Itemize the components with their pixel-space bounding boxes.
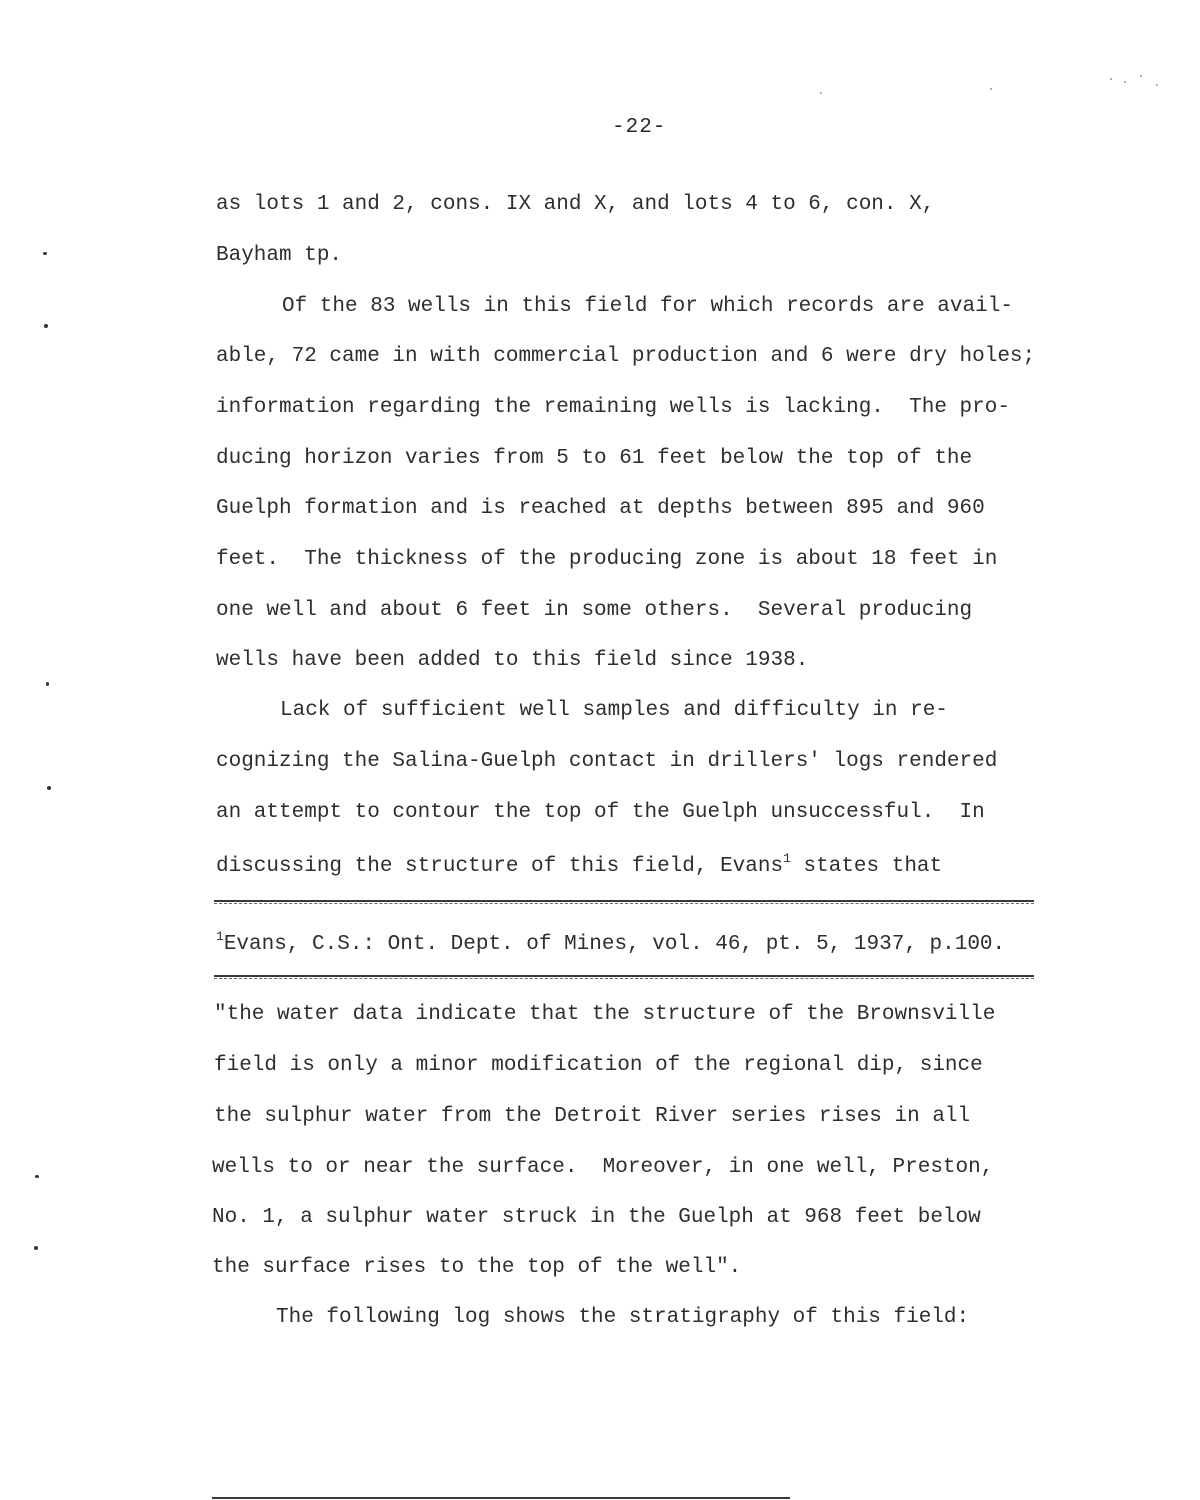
text-line: "the water data indicate that the structure of the Brownsville <box>214 1003 996 1026</box>
text-line: Bayham tp. <box>216 244 343 267</box>
scan-speck <box>1124 81 1126 83</box>
footnote-reference: 1 <box>783 851 791 866</box>
footnote <box>216 930 1005 955</box>
bottom-rule <box>212 1497 790 1499</box>
text-line: The following log shows the stratigraphy of this field: <box>276 1306 970 1329</box>
text-line: Lack of sufficient well samples and difficulty in re- <box>280 699 948 722</box>
scan-speck <box>1110 78 1112 80</box>
text-line: field is only a minor modification of the regional dip, since <box>214 1054 983 1077</box>
text-line: Guelph formation and is reached at depths between 895 and 960 <box>216 497 985 520</box>
scan-mark <box>47 786 51 790</box>
text-line: the sulphur water from the Detroit River series rises in all <box>214 1105 971 1128</box>
text-line: ducing horizon varies from 5 to 61 feet below the top of the <box>216 447 973 470</box>
text-fragment: discussing the structure of this field, Evans <box>216 855 784 878</box>
text-fragment: states that <box>790 855 943 878</box>
footnote-text: Evans, C.S.: Ont. Dept. of Mines, vol. 46, pt. 5, 1937, p.100. <box>223 933 1006 956</box>
scan-mark <box>43 252 47 255</box>
page-number: -22- <box>612 116 667 139</box>
footnote-rule-top <box>214 900 1034 902</box>
scan-speck <box>1156 84 1158 86</box>
scan-speck <box>820 92 822 94</box>
text-line-with-footnote-ref <box>216 852 942 877</box>
text-line: as lots 1 and 2, cons. IX and X, and lots 4 to 6, con. X, <box>216 193 935 216</box>
scan-speck <box>1140 75 1142 77</box>
scan-mark <box>46 682 49 686</box>
scan-speck <box>990 88 992 90</box>
text-line: cognizing the Salina-Guelph contact in drillers' logs rendered <box>216 750 998 773</box>
scan-mark <box>35 1175 39 1178</box>
text-line: an attempt to contour the top of the Guelph unsuccessful. In <box>216 801 985 824</box>
text-line: wells to or near the surface. Moreover, in one well, Preston, <box>212 1156 994 1179</box>
text-line: able, 72 came in with commercial production and 6 were dry holes; <box>216 345 1036 368</box>
scan-mark <box>44 324 48 328</box>
text-line: No. 1, a sulphur water struck in the Guelph at 968 feet below <box>212 1206 981 1229</box>
text-line: information regarding the remaining wells is lacking. The pro- <box>216 396 1010 419</box>
text-line: feet. The thickness of the producing zone is about 18 feet in <box>216 548 998 571</box>
text-line: the surface rises to the top of the well". <box>212 1256 742 1279</box>
scan-mark <box>34 1246 38 1250</box>
text-line: one well and about 6 feet in some others. Several producing <box>216 599 973 622</box>
text-line: Of the 83 wells in this field for which records are avail- <box>282 295 1013 318</box>
footnote-marker: 1 <box>216 929 224 944</box>
footnote-rule-bottom <box>214 975 1034 977</box>
text-line: wells have been added to this field since 1938. <box>216 649 809 672</box>
